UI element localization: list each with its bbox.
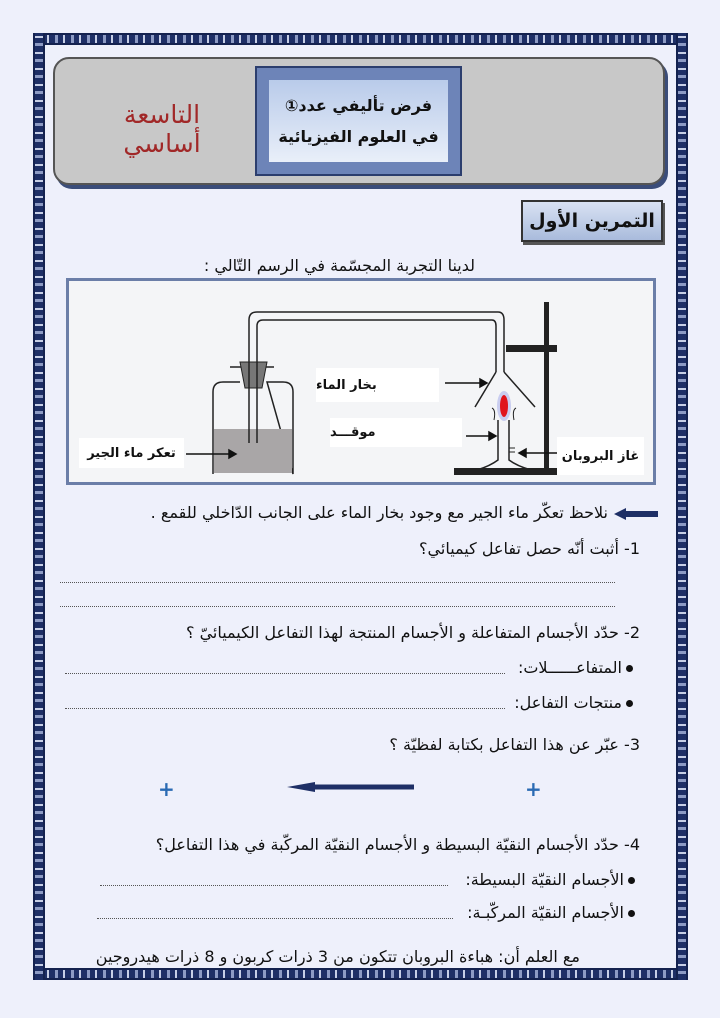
flame <box>500 395 508 417</box>
compound-substances-item <box>467 903 635 922</box>
question-4: 4- حدّد الأجسام النقيّة البسيطة و الأجسام النقيّة المركّبة في هذا التفاعل؟ <box>155 835 640 854</box>
clamp <box>506 345 557 352</box>
products-label: منتجات التفاعل: <box>514 693 622 712</box>
answer-line-1b[interactable] <box>60 606 615 607</box>
stand-rod <box>544 302 549 470</box>
plus-sign-left: + <box>158 777 175 801</box>
compound-substances-label: الأجسام النقيّة المركّبـة: <box>467 903 624 922</box>
page-border-bottom <box>33 968 688 980</box>
simple-substances-item <box>465 870 635 889</box>
exercise-heading: التمرين الأول <box>521 200 663 242</box>
bullet-icon <box>626 700 633 707</box>
label-water-vapor: بخار الماء <box>316 368 439 402</box>
simple-substances-label: الأجسام النقيّة البسيطة: <box>465 870 624 889</box>
page-border-right <box>676 33 688 980</box>
label-limewater: تعكر ماء الجير <box>79 438 184 468</box>
grade-level: التاسعة أساسي <box>123 100 201 158</box>
compound-substances-answer-line[interactable] <box>97 918 453 919</box>
plus-sign-right: + <box>525 777 542 801</box>
exam-title-box <box>255 66 462 176</box>
limewater-liquid <box>214 429 292 473</box>
exam-subject: في العلوم الفيزيائية <box>278 127 439 146</box>
products-item <box>514 693 633 712</box>
answer-line-1a[interactable] <box>60 582 615 583</box>
intro-text: لدينا التجربة المجسّمة في الرسم التّالي : <box>203 256 475 275</box>
stopper <box>240 362 267 388</box>
reaction-arrow-icon <box>287 781 414 793</box>
label-propane: غاز البروبان <box>557 437 644 475</box>
label-burner: موقـــد <box>330 418 462 447</box>
question-1: 1- أثبت أنّه حصل تفاعل كيميائي؟ <box>419 539 640 558</box>
bullet-icon <box>626 665 633 672</box>
page-border-top <box>33 33 688 45</box>
reactants-item <box>518 658 633 677</box>
page-border-left <box>33 33 45 980</box>
burner-body <box>477 420 531 470</box>
exam-title: فرض تأليفي عدد① <box>284 96 433 115</box>
note-text: مع العلم أن: هباءة البروبان تتكون من 3 ذرات كربون و 8 ذرات هيدروجين <box>95 947 580 966</box>
arrow-left-icon <box>614 507 658 521</box>
bullet-icon <box>628 910 635 917</box>
reactants-label: المتفاعــــــلات: <box>517 658 622 677</box>
observation-text: نلاحظ تعكّر ماء الجير مع وجود بخار الماء على الجانب الدّاخلي للقمع . <box>150 503 608 522</box>
simple-substances-answer-line[interactable] <box>100 885 448 886</box>
reactants-answer-line[interactable] <box>65 673 505 674</box>
stand-base <box>454 468 557 475</box>
question-3: 3- عبّر عن هذا التفاعل بكتابة لفظيّة ؟ <box>389 735 640 754</box>
bullet-icon <box>628 877 635 884</box>
products-answer-line[interactable] <box>65 708 505 709</box>
question-2: 2- حدّد الأجسام المتفاعلة و الأجسام المنتجة لهذا التفاعل الكيميائيّ ؟ <box>185 623 640 642</box>
